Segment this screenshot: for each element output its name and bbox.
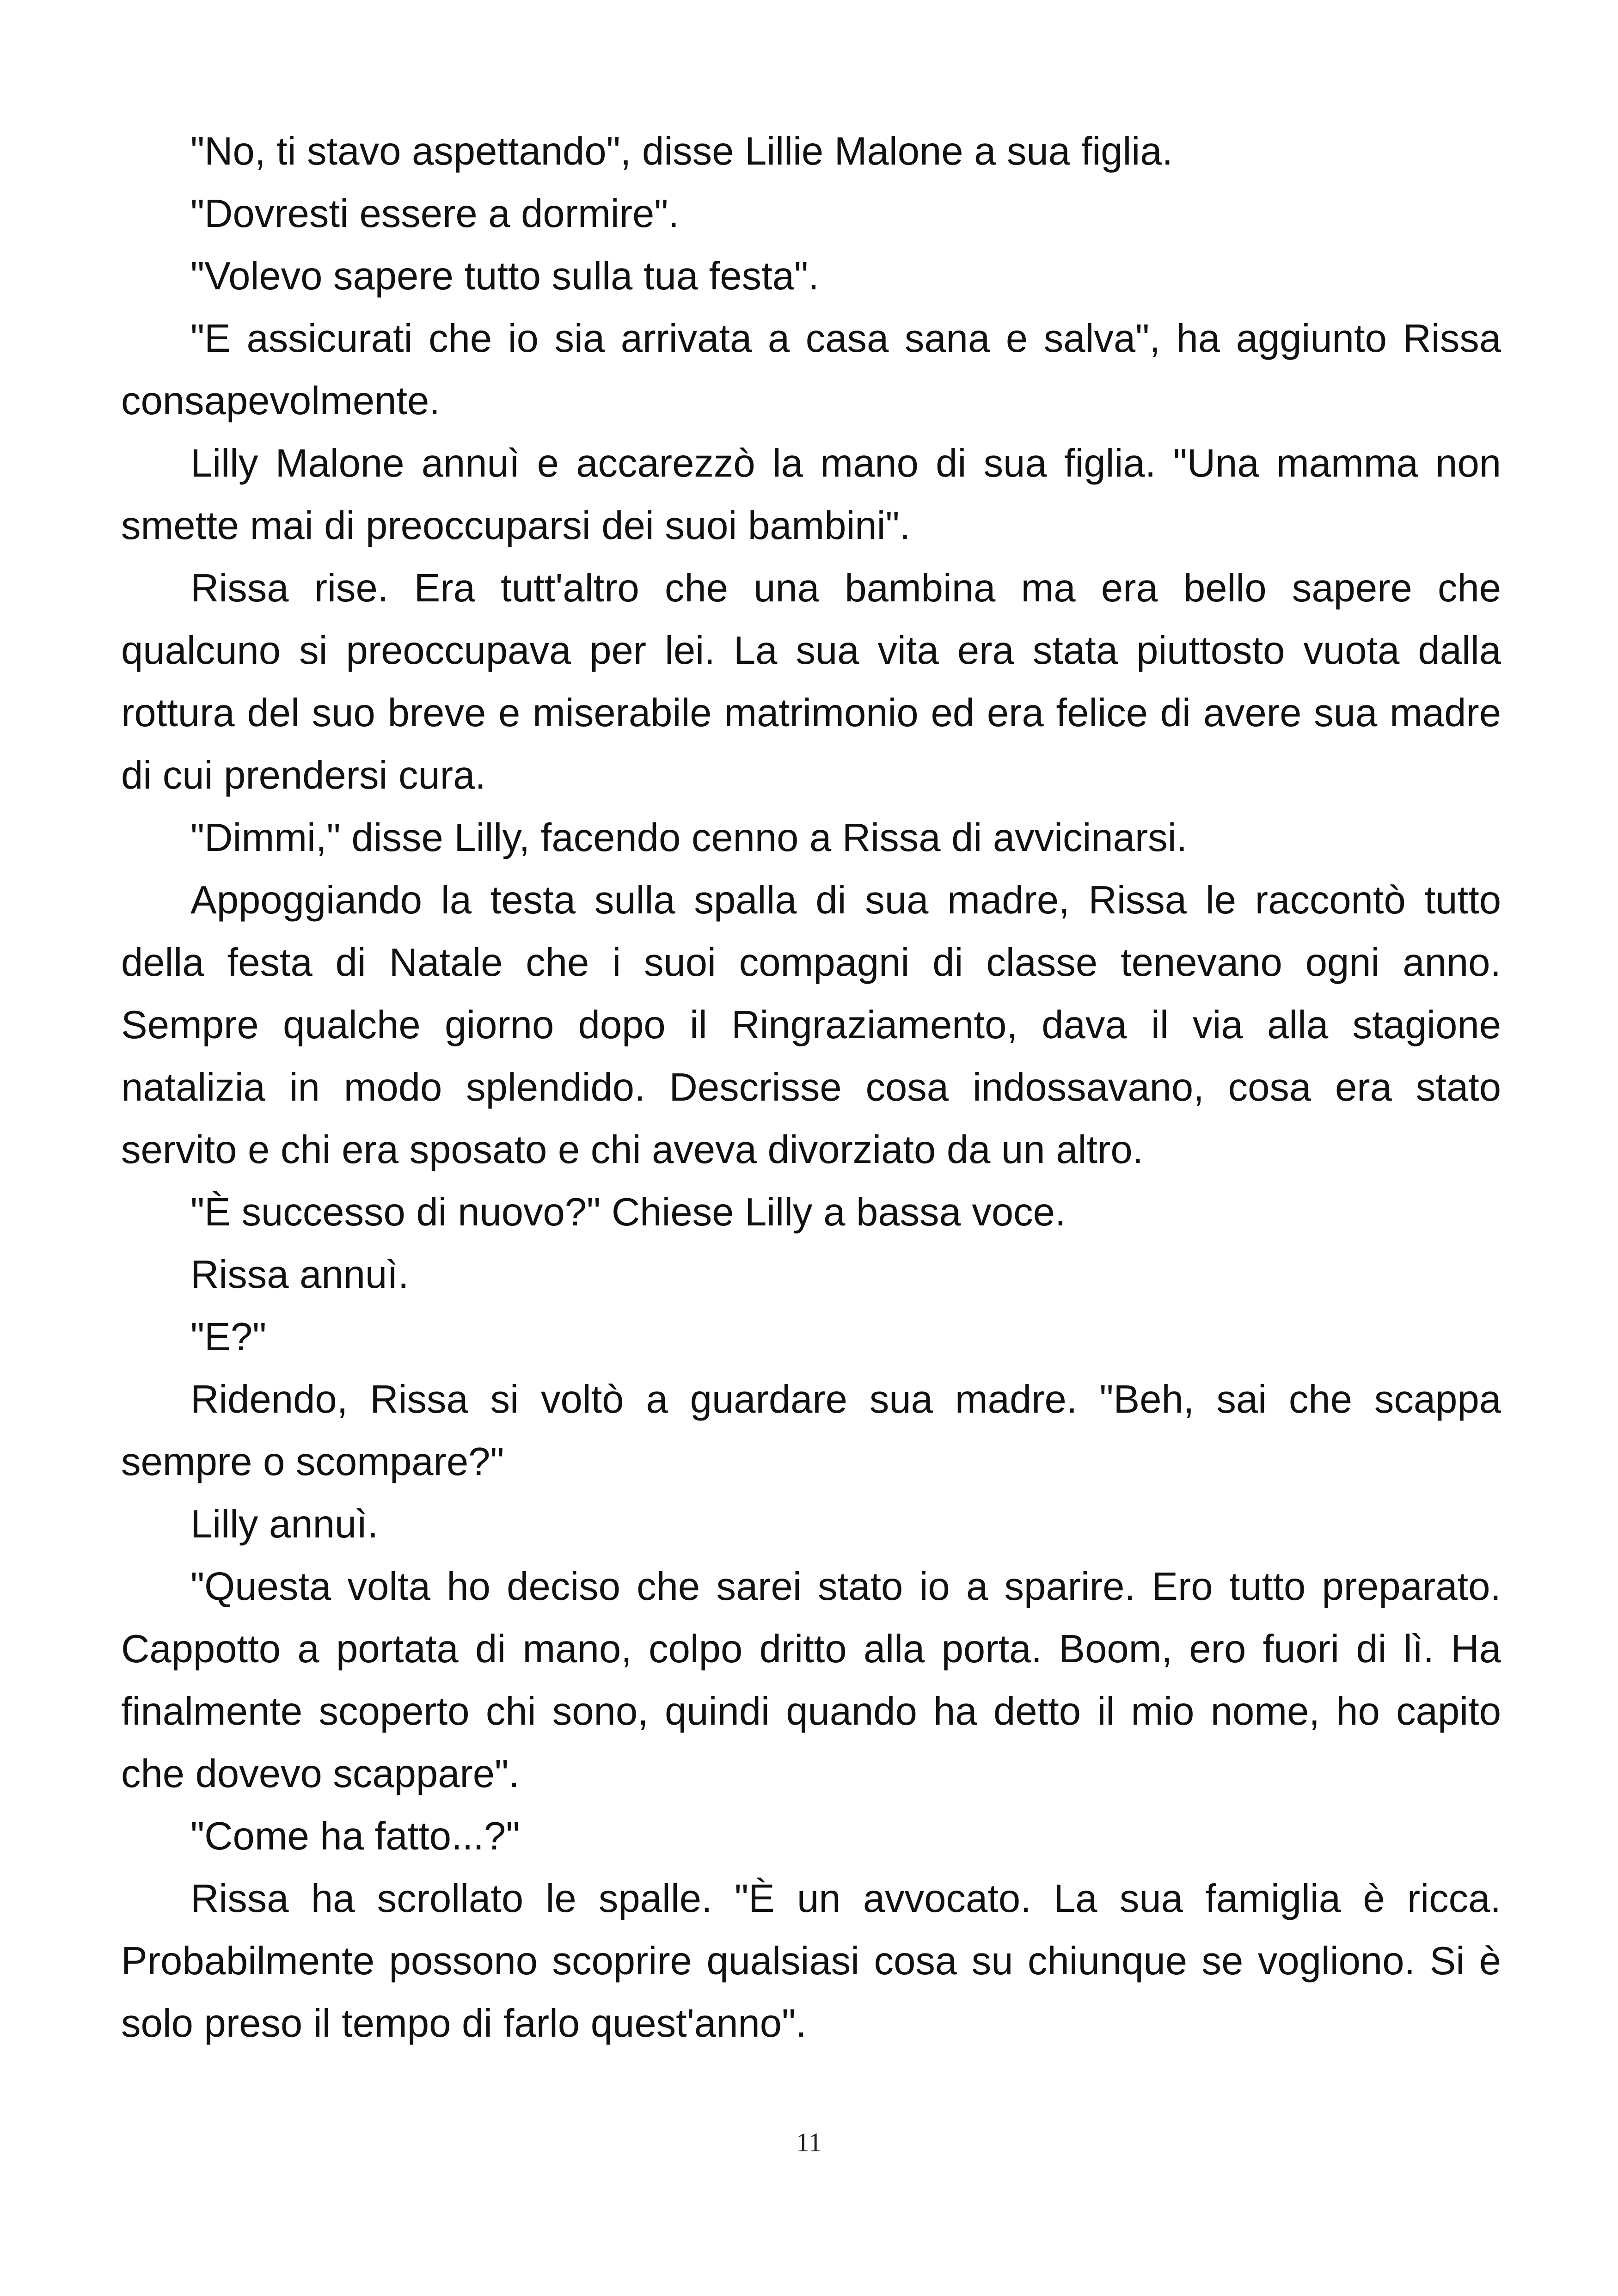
paragraph: "No, ti stavo aspettando", disse Lillie Malone a sua figlia. [190,129,1173,173]
body-text [121,120,1501,2055]
paragraph: "Questa volta ho deciso che sarei stato io a sparire. Ero tutto preparato. Cappotto a portata di mano, colpo dritto alla porta. Boom, ero fuori di lì. Ha finalmente scoperto chi sono, quindi quando ha detto il mio nome, ho capito che dovevo scappare". [121,1565,1501,1796]
paragraph: Ridendo, Rissa si voltò a guardare sua madre. "Beh, sai che scappa sempre o scompare?" [121,1378,1501,1484]
paragraph: "E?" [190,1315,267,1359]
paragraph: Rissa annuì. [190,1253,409,1297]
paragraph: Rissa ha scrollato le spalle. "È un avvocato. La sua famiglia è ricca. Probabilmente possono scoprire qualsiasi cosa su chiunque se vogliono. Si è solo preso il tempo di farlo quest'anno". [121,1877,1501,2045]
paragraph: "È successo di nuovo?" Chiese Lilly a bassa voce. [190,1190,1066,1234]
paragraph: "Dimmi," disse Lilly, facendo cenno a Rissa di avvicinarsi. [190,816,1188,860]
paragraph: Lilly Malone annuì e accarezzò la mano di sua figlia. "Una mamma non smette mai di preoccuparsi dei suoi bambini". [121,441,1501,548]
paragraph: Appoggiando la testa sulla spalla di sua madre, Rissa le raccontò tutto della festa di Natale che i suoi compagni di classe tenevano ogni anno. Sempre qualche giorno dopo il Ringraziamento, dava il via alla stagione natalizia in modo splendido. Descrisse cosa indossavano, cosa era stato servito e chi era sposato e chi aveva divorziato da un altro. [121,878,1501,1172]
page-number: 11 [796,2127,822,2157]
paragraph: "Come ha fatto...?" [190,1814,520,1858]
paragraph: "Volevo sapere tutto sulla tua festa". [190,254,819,298]
paragraph: "Dovresti essere a dormire". [190,192,680,236]
paragraph: Rissa rise. Era tutt'altro che una bambina ma era bello sapere che qualcuno si preoccupava per lei. La sua vita era stata piuttosto vuota dalla rottura del suo breve e miserabile matrimonio ed era felice di avere sua madre di cui prendersi cura. [121,566,1501,797]
paragraph: Lilly annuì. [190,1502,379,1546]
paragraph: "E assicurati che io sia arrivata a casa sana e salva", ha aggiunto Rissa consapevolmente. [121,317,1501,423]
